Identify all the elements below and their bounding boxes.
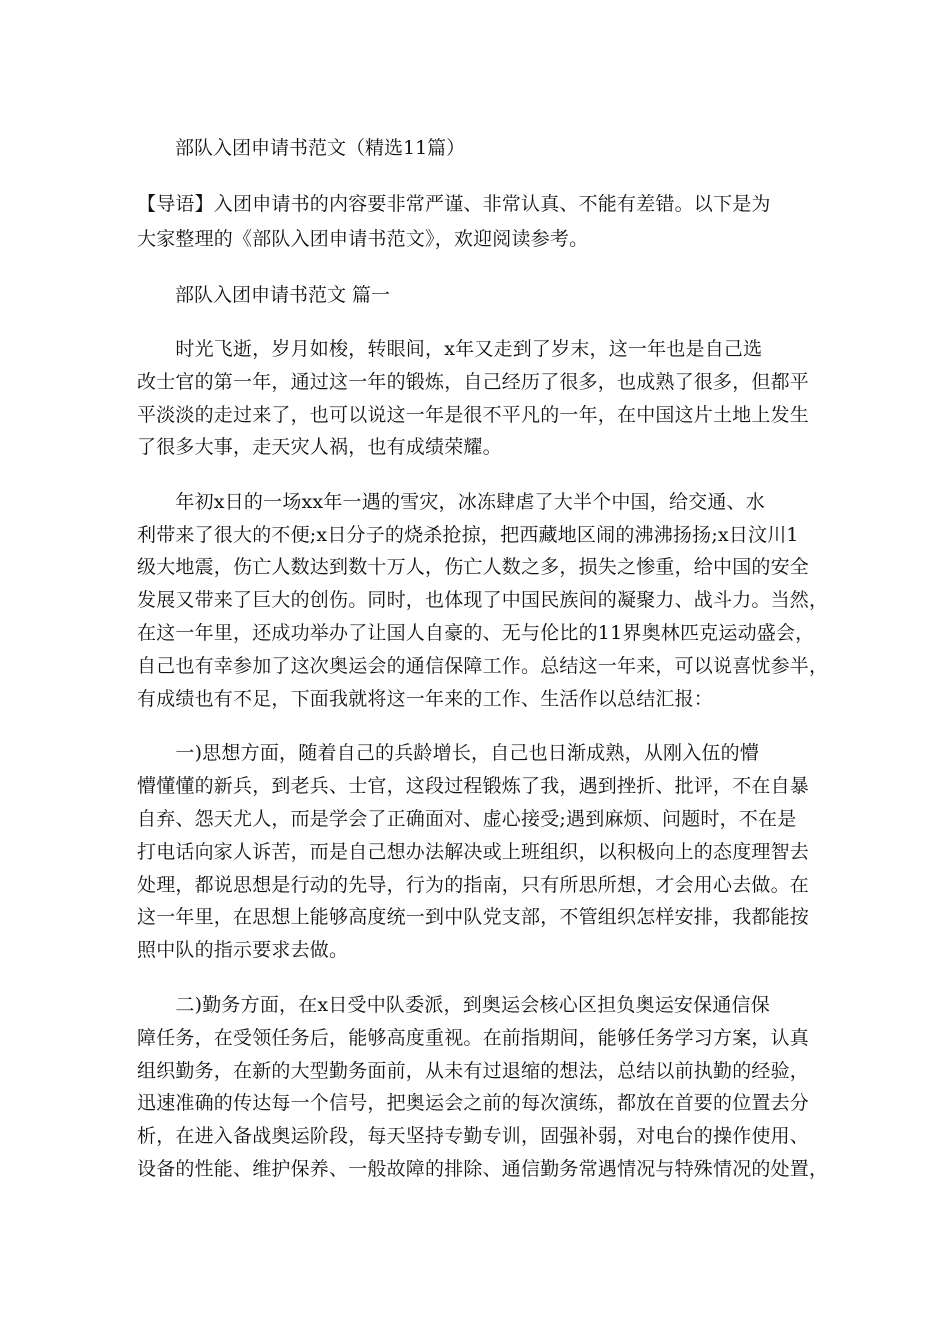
paragraph-line: 发展又带来了巨大的创伤。同时，也体现了中国民族间的凝聚力、战斗力。当然， — [137, 589, 829, 611]
paragraph-line: 迅速准确的传达每一个信号，把奥运会之前的每次演练，都放在首要的位置去分 — [137, 1092, 810, 1114]
paragraph-line: 利带来了很大的不便;x日分子的烧杀抢掠，把西藏地区闹的沸沸扬扬;x日汶川1 — [137, 524, 799, 546]
paragraph-line: 自弃、怨天尤人，而是学会了正确面对、虚心接受;遇到麻烦、问题时，不在是 — [137, 808, 797, 830]
paragraph-line: 级大地震，伤亡人数达到数十万人，伤亡人数之多，损失之惨重，给中国的安全 — [137, 556, 810, 578]
paragraph-line: 年初x日的一场xx年一遇的雪灾，冰冻肆虐了大半个中国，给交通、水 — [137, 491, 765, 513]
paragraph-line: 自己也有幸参加了这次奥运会的通信保障工作。总结这一年来，可以说喜忧参半， — [137, 655, 829, 677]
paragraph-line: 障任务，在受领任务后，能够高度重视。在前指期间，能够任务学习方案，认真 — [137, 1027, 810, 1049]
paragraph-line: 有成绩也有不足，下面我就将这一年来的工作、生活作以总结汇报： — [137, 688, 714, 710]
intro-line: 【导语】入团申请书的内容要非常严谨、非常认真、不能有差错。以下是为 — [137, 193, 771, 215]
paragraph-line: 改士官的第一年，通过这一年的锻炼，自己经历了很多，也成熟了很多，但都平 — [137, 371, 810, 393]
section-heading: 部队入团申请书范文 篇一 — [175, 284, 391, 306]
paragraph-line: 析，在进入备战奥运阶段，每天坚持专勤专训，固强补弱，对电台的操作使用、 — [137, 1125, 810, 1147]
paragraph-line: 设备的性能、维护保养、一般故障的排除、通信勤务常遇情况与特殊情况的处置， — [137, 1158, 829, 1180]
document-title: 部队入团申请书范文（精选11篇） — [175, 137, 466, 159]
intro-line: 大家整理的《部队入团申请书范文》，欢迎阅读参考。 — [137, 228, 589, 250]
paragraph-line: 打电话向家人诉苦，而是自己想办法解决或上班组织，以积极向上的态度理智去 — [137, 841, 810, 863]
paragraph-line: 平淡淡的走过来了，也可以说这一年是很不平凡的一年，在中国这片土地上发生 — [137, 404, 810, 426]
paragraph-line: 这一年里，在思想上能够高度统一到中队党支部，不管组织怎样安排，我都能按 — [137, 906, 810, 928]
paragraph-line: 处理，都说思想是行动的先导，行为的指南，只有所思所想，才会用心去做。在 — [137, 874, 810, 896]
paragraph-line: 二)勤务方面，在x日受中队委派，到奥运会核心区担负奥运安保通信保 — [137, 994, 770, 1016]
paragraph-line: 照中队的指示要求去做。 — [137, 939, 349, 961]
paragraph-line: 一)思想方面，随着自己的兵龄增长，自己也日渐成熟，从刚入伍的懵 — [137, 742, 760, 764]
paragraph-line: 在这一年里，还成功举办了让国人自豪的、无与伦比的11界奥林匹克运动盛会， — [137, 622, 815, 644]
paragraph-line: 了很多大事，走天灾人祸，也有成绩荣耀。 — [137, 436, 502, 458]
paragraph-line: 懵懂懂的新兵，到老兵、士官，这段过程锻炼了我，遇到挫折、批评，不在自暴 — [137, 775, 810, 797]
paragraph-line: 时光飞逝，岁月如梭，转眼间，x年又走到了岁末，这一年也是自己选 — [137, 338, 763, 360]
paragraph-line: 组织勤务，在新的大型勤务面前，从未有过退缩的想法，总结以前执勤的经验， — [137, 1060, 810, 1082]
